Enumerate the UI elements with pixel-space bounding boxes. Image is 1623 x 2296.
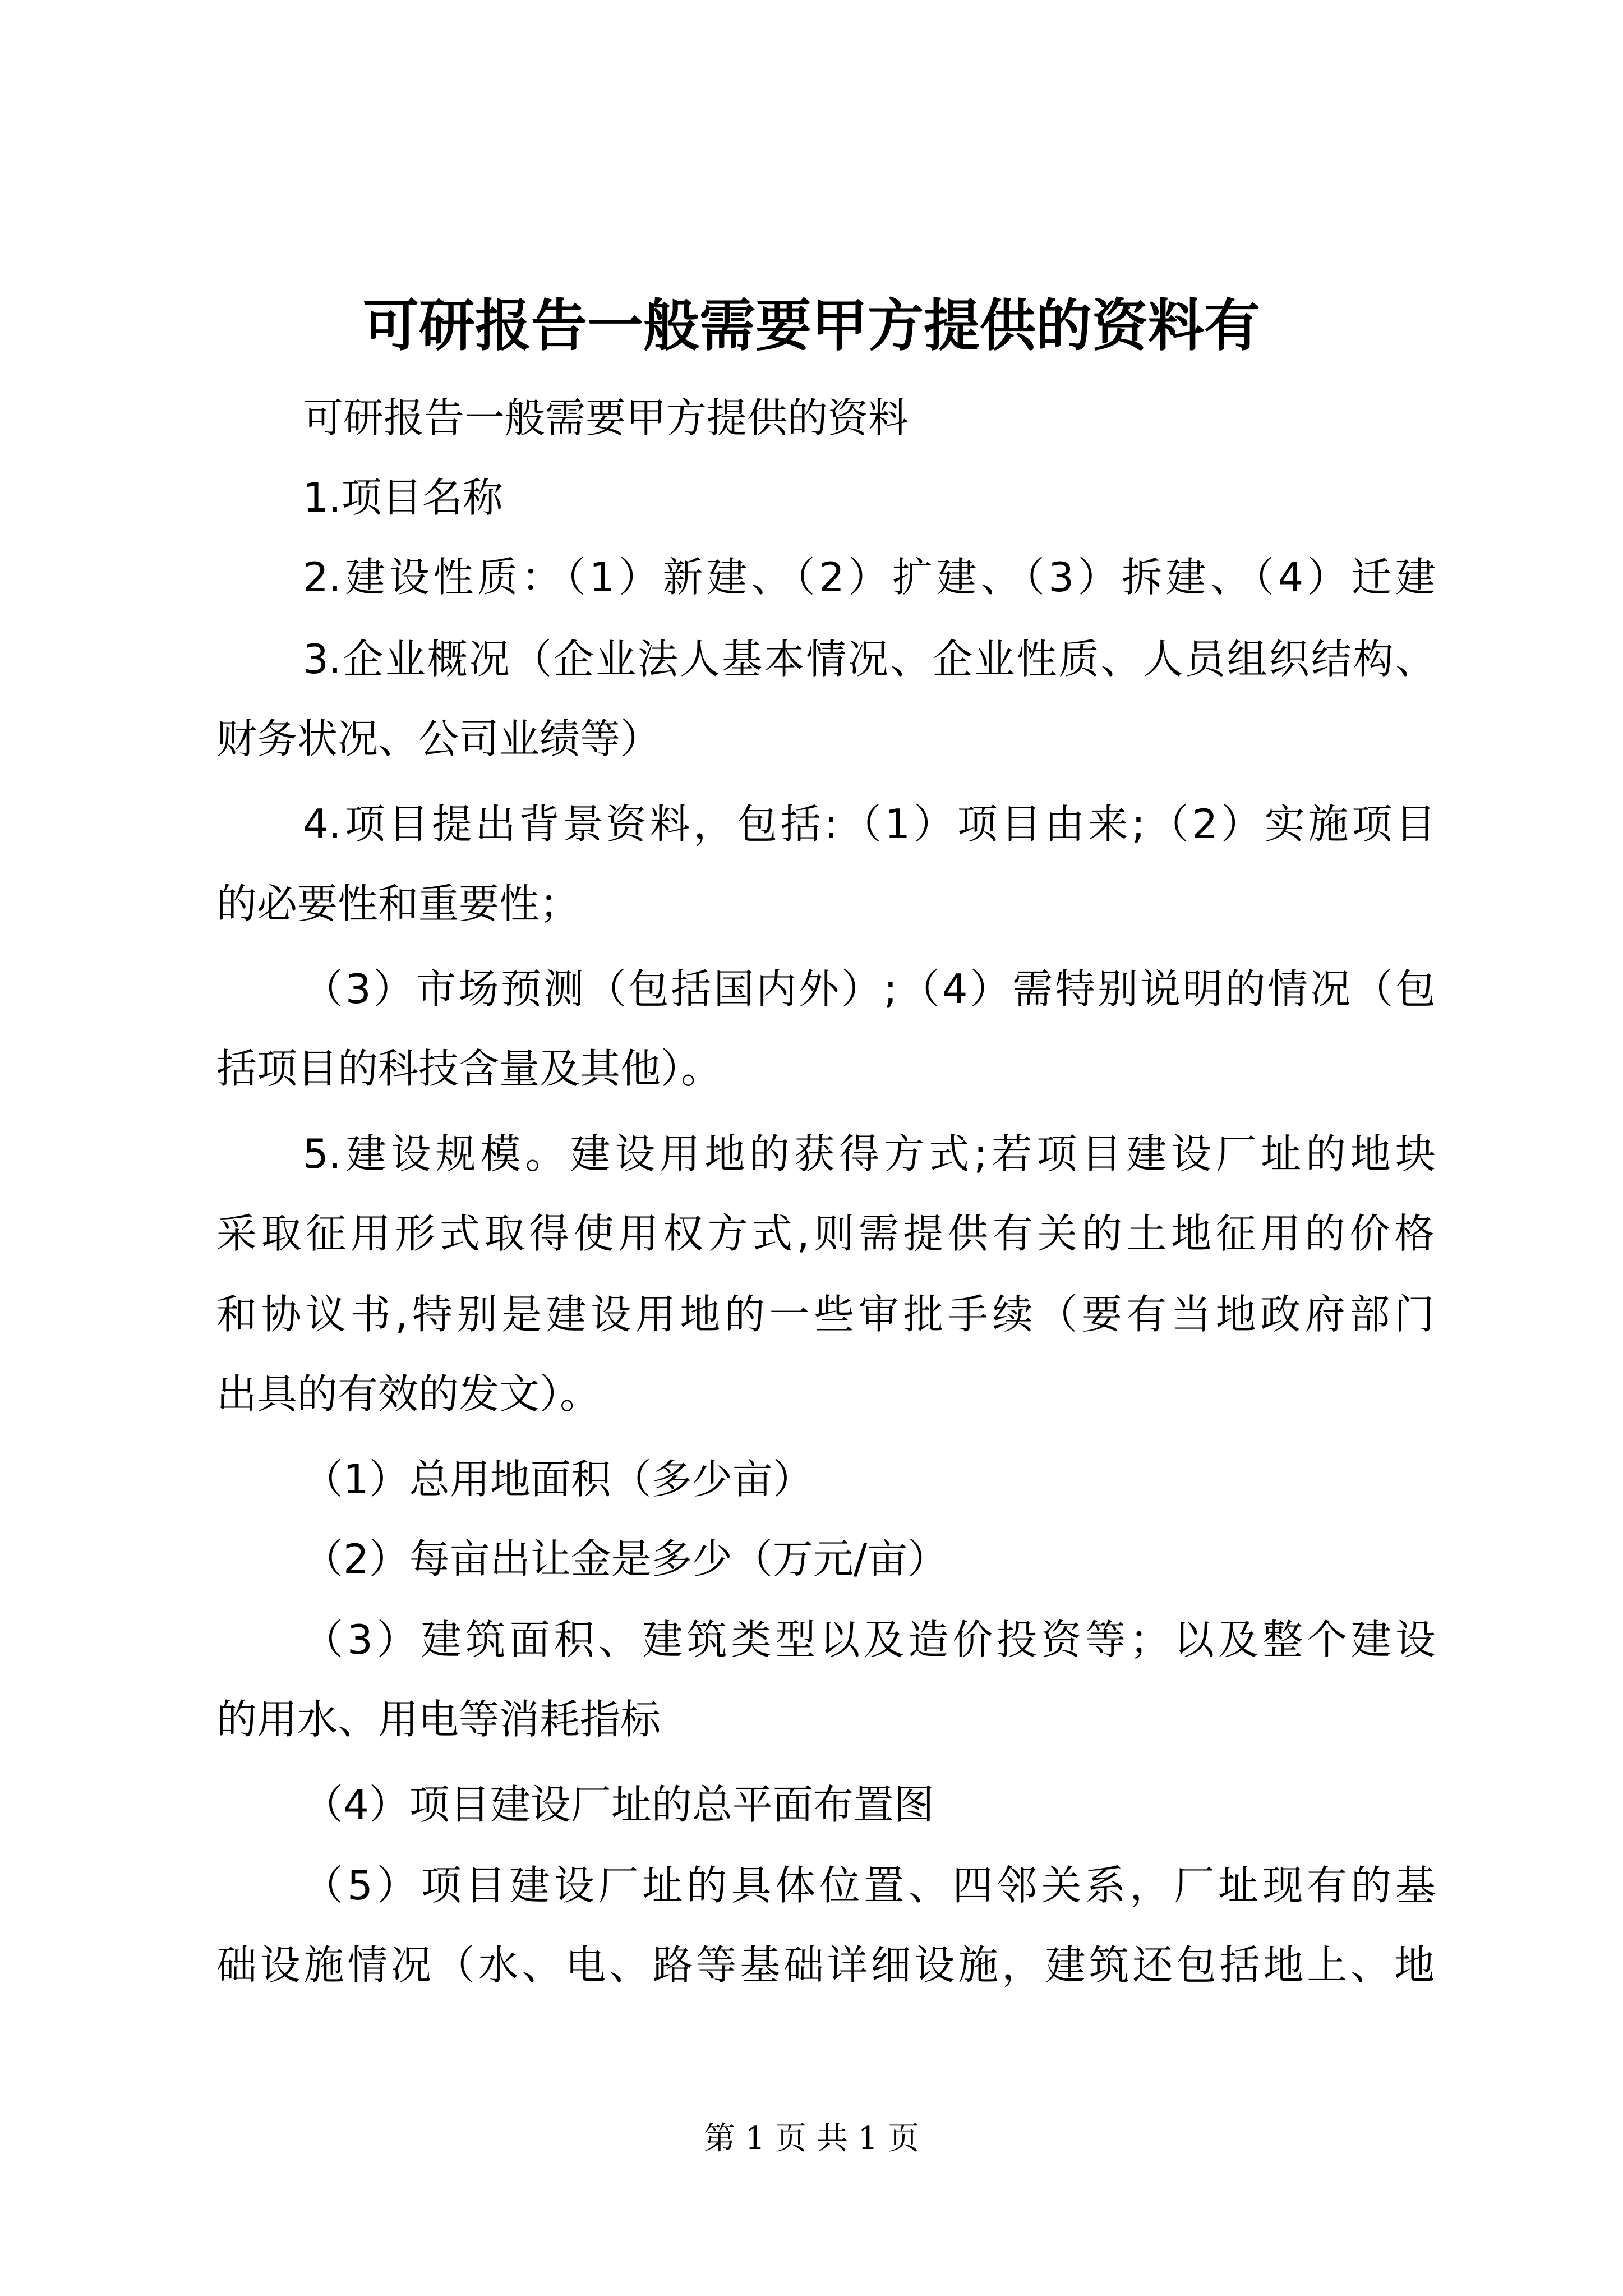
paragraph-line-item-4-3: （3）市场预测（包括国内外）;（4）需特别说明的情况（包 <box>303 965 1436 1013</box>
paragraph-line-item-5-1: （1）总用地面积（多少亩） <box>303 1456 813 1503</box>
document-title: 可研报告一般需要甲方提供的资料有 <box>363 292 1260 358</box>
paragraph-line-item-4-3-cont: 括项目的科技含量及其他）。 <box>216 1045 722 1092</box>
paragraph-line-item-5-cont-3: 出具的有效的发文）。 <box>216 1370 601 1418</box>
paragraph-line-item-5-4: （4）项目建设厂址的总平面布置图 <box>303 1781 934 1828</box>
paragraph-line-item-4: 4.项目提出背景资料，包括:（1）项目由来;（2）实施项目 <box>303 800 1436 848</box>
paragraph-line-item-5-5-cont: 础设施情况（水、电、路等基础详细设施，建筑还包括地上、地 <box>216 1941 1435 1989</box>
paragraph-line-item-1: 1.项目名称 <box>303 474 503 521</box>
paragraph-line-item-5-3: （3）建筑面积、建筑类型以及造价投资等；以及整个建设 <box>303 1616 1436 1663</box>
paragraph-line-item-3: 3.企业概况（企业法人基本情况、企业性质、人员组织结构、 <box>303 636 1436 683</box>
page-footer: 第 1 页 共 1 页 <box>703 2120 920 2157</box>
paragraph-line-item-4-cont: 的必要性和重要性； <box>216 880 580 927</box>
paragraph-line-item-3-cont: 财务状况、公司业绩等） <box>216 715 661 762</box>
paragraph-line-item-5-5: （5）项目建设厂址的具体位置、四邻关系，厂址现有的基 <box>303 1862 1436 1909</box>
paragraph-line-item-5-cont-1: 采取征用形式取得使用权方式,则需提供有关的土地征用的价格 <box>216 1210 1435 1257</box>
paragraph-line-item-5-3-cont: 的用水、用电等消耗指标 <box>216 1696 661 1743</box>
paragraph-line-item-2: 2.建设性质：（1）新建、（2）扩建、（3）拆建、（4）迁建 <box>303 554 1436 601</box>
paragraph-line-item-5-2: （2）每亩出让金是多少（万元/亩） <box>303 1535 948 1582</box>
paragraph-line-item-5-cont-2: 和协议书,特别是建设用地的一些审批手续（要有当地政府部门 <box>216 1291 1435 1338</box>
paragraph-line-item-5: 5.建设规模。建设用地的获得方式;若项目建设厂址的地块 <box>303 1130 1436 1177</box>
paragraph-line-subtitle: 可研报告一般需要甲方提供的资料 <box>303 394 909 441</box>
